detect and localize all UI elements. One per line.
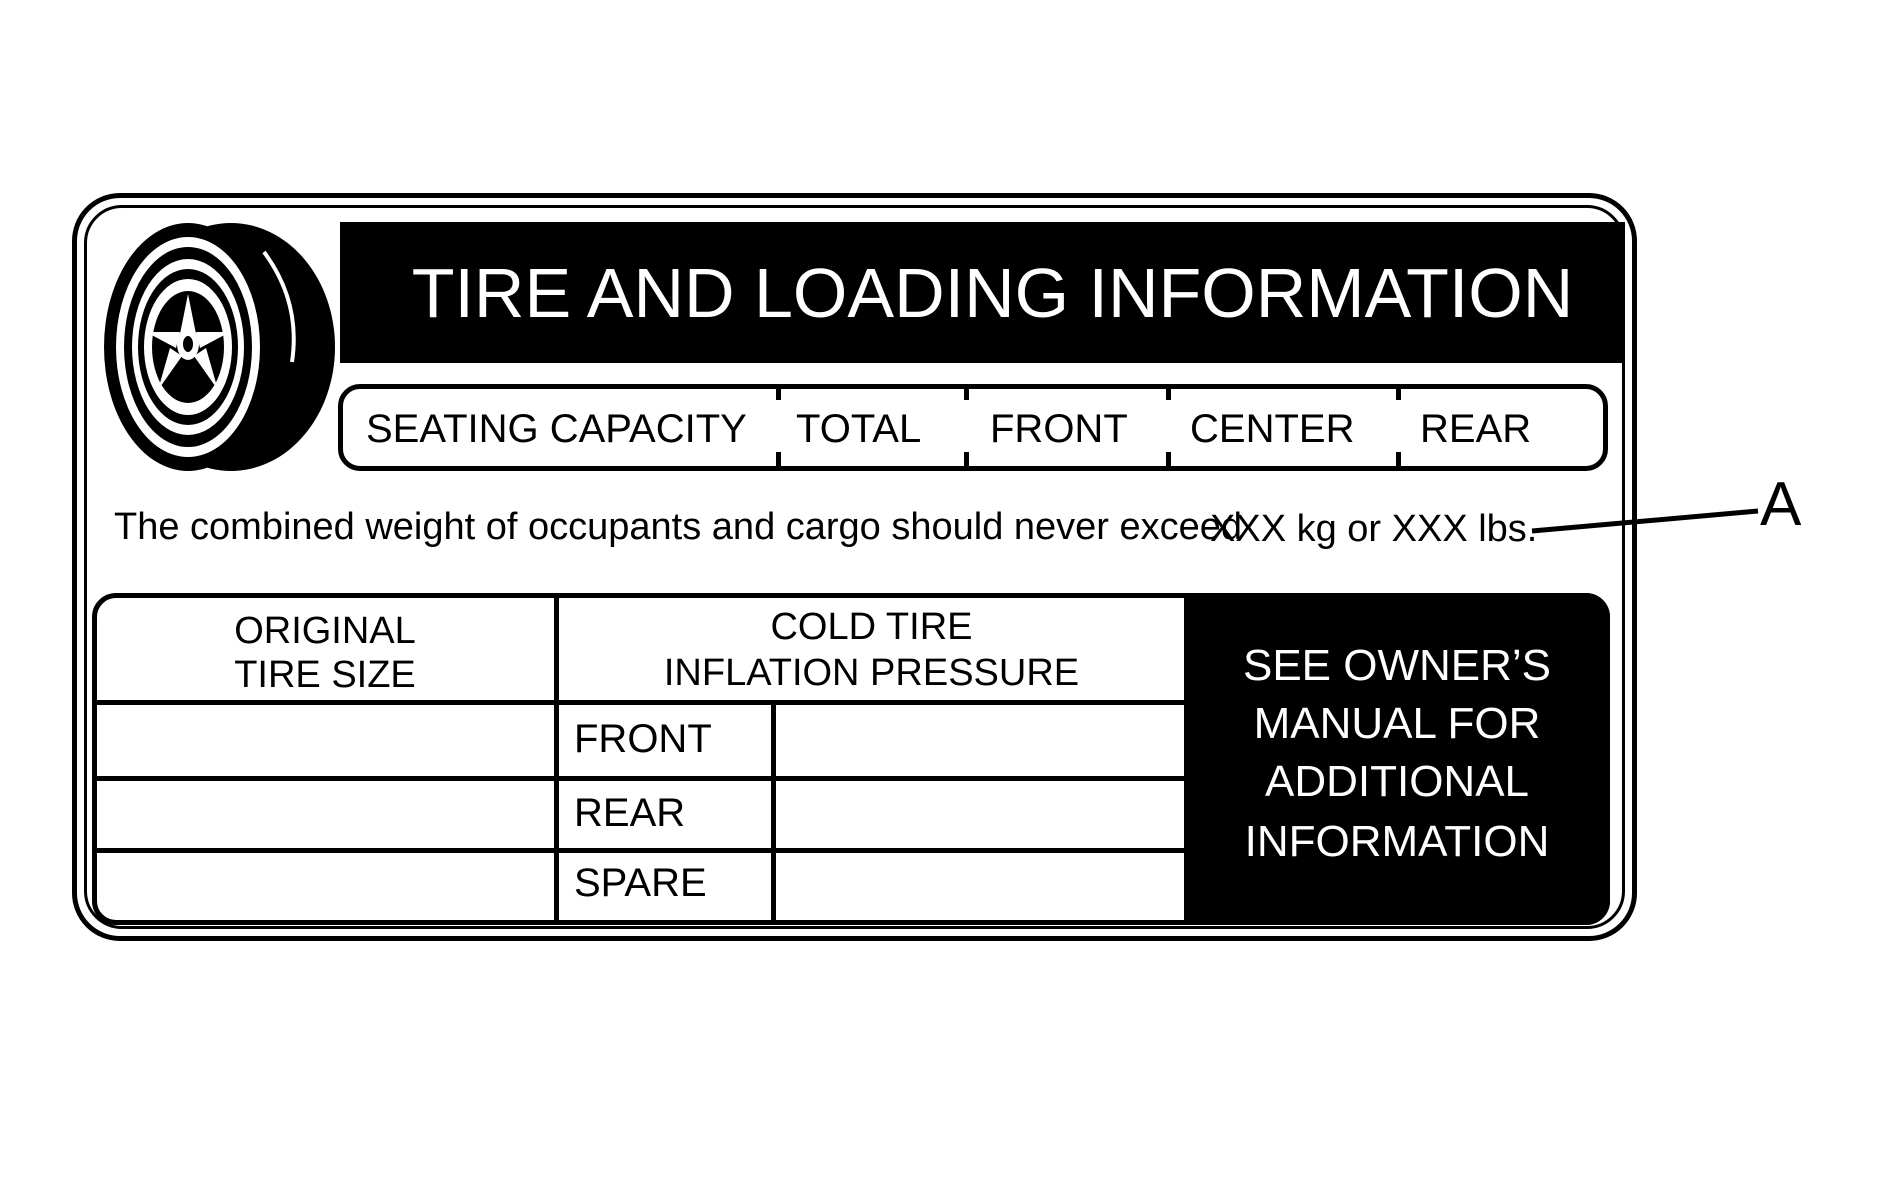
seating-rear-label: REAR [1420, 407, 1532, 451]
panel-text-line3: ADDITIONAL [1264, 757, 1530, 806]
weight-statement: The combined weight of occupants and cargo should never exceed [114, 506, 1243, 548]
seating-divider [1166, 388, 1171, 400]
header-original-line2: TIRE SIZE [234, 654, 416, 696]
table-row-divider [96, 700, 1184, 705]
seating-front-label: FRONT [990, 407, 1128, 451]
header-pressure-line1: COLD TIRE [770, 606, 973, 648]
row-label-rear: REAR [574, 791, 686, 835]
table-row-divider [96, 776, 1184, 781]
seating-divider [964, 388, 969, 400]
seating-divider [776, 388, 781, 400]
seating-divider [1396, 452, 1401, 468]
weight-limit-value: XXX kg or XXX lbs. [1210, 508, 1538, 550]
callout-label: A [1760, 470, 1802, 539]
row-label-spare: SPARE [574, 861, 707, 905]
header-original-line1: ORIGINAL [234, 610, 416, 652]
seating-divider [1166, 452, 1171, 468]
seating-capacity-label: SEATING CAPACITY [366, 407, 747, 451]
header-pressure-line2: INFLATION PRESSURE [663, 652, 1080, 694]
seating-center-label: CENTER [1190, 407, 1355, 451]
panel-text-line2: MANUAL FOR [1253, 699, 1541, 748]
seating-divider [964, 452, 969, 468]
tire-icon [96, 222, 336, 472]
table-column-divider [771, 704, 776, 921]
panel-text-line1: SEE OWNER’S [1242, 641, 1552, 690]
seating-divider [776, 452, 781, 468]
row-label-front: FRONT [574, 717, 712, 761]
seating-divider [1396, 388, 1401, 400]
seating-total-label: TOTAL [796, 407, 922, 451]
table-row-divider [96, 848, 1184, 853]
panel-text-line4: INFORMATION [1244, 817, 1550, 866]
callout-leader-line [1530, 505, 1762, 535]
placard-title: TIRE AND LOADING INFORMATION [340, 222, 1625, 363]
